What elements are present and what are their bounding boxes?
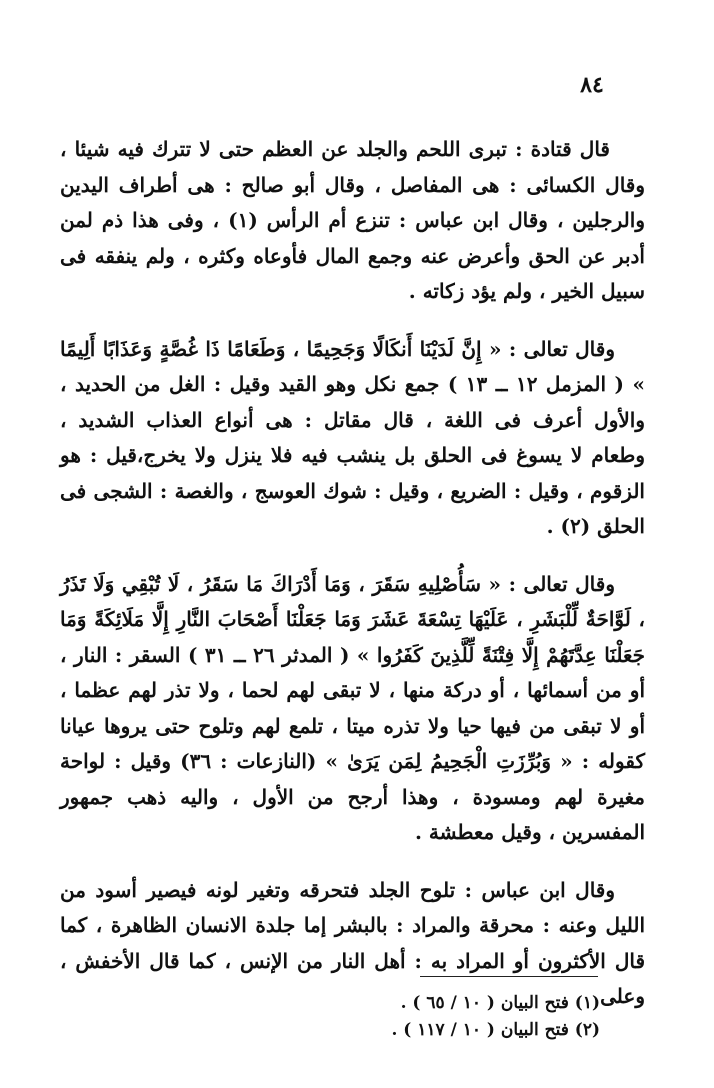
page-number: ٨٤ <box>580 72 604 98</box>
paragraph-3: وقال تعالى : « سَأُصْلِيهِ سَقَرَ ، وَمَا أَدْرَاكَ مَا سَقَرُ ، لَا تُبْقِي وَلَا تَذَرُ ، لَوَّاحَةٌ لِّلْبَشَرِ ، عَلَيْهَا تِسْعَةَ عَشَرَ وَمَا جَعَلْنَا أَصْحَابَ النَّارِ إِلَّا مَلَائِكَةً وَمَا جَعَلْنَا عِدَّتَهُمْ إِلَّا فِتْنَةً لِّلَّذِينَ كَفَرُوا » ( المدثر ٢٦ ــ ٣١ ) السقر : النار ، أو من أسمائها ، أو دركة منها ، لا تبقى لهم لحما ، ولا تذر لهم عظما ، أو لا تبقى من فيها حيا ولا تذره ميتا ، تلمع لهم وتلوح حتى يروها عيانا كقوله : « وَبُرِّزَتِ الْجَحِيمُ لِمَن يَرَىٰ » (النازعات : ٣٦) وقيل : لواحة مغيرة لهم ومسودة ، وهذا أرجح من الأول ، واليه ذهب جمهور المفسرين ، وقيل معطشة . <box>60 571 646 844</box>
paragraph-4: وقال ابن عباس : تلوح الجلد فتحرقه وتغير لونه فيصير أسود من الليل وعنه : محرقة والمراد : بالبشر إما جلدة الانسان الظاهرة ، كما قال الأكثرون أو المراد به : أهل النار من الإنس ، كما قال الأخفش ، وعلى <box>60 877 645 1008</box>
main-text <box>60 132 645 1037</box>
paragraph-1: قال قتادة : تبرى اللحم والجلد عن العظم حتى لا تترك فيه شيئا ، وقال الكسائى : هى المفاصل ، وقال أبو صالح : هى أطراف اليدين والرجلين ، وقال ابن عباس : تنزع أم الرأس (١) ، وفى هذا ذم لمن أدبر عن الحق وأعرض عنه وجمع المال فأوعاه وكثره ، ولم ينفقه فى سبيل الخير ، ولم يؤد زكاته . <box>60 137 645 303</box>
footnotes <box>230 990 600 1044</box>
footnote-divider <box>420 976 598 977</box>
footnote-2: (٢) فتح البيان ( ١٠ / ١١٧ ) . <box>391 1020 600 1040</box>
paragraph-2: وقال تعالى : « إِنَّ لَدَيْنَا أَنكَالًا وَجَحِيمًا ، وَطَعَامًا ذَا غُصَّةٍ وَعَذَابًا أَلِيمًا » ( المزمل ١٢ ــ ١٣ ) جمع نكل وهو القيد وقيل : الغل من الحديد ، والأول أعرف فى اللغة ، قال مقاتل : هى أنواع العذاب الشديد ، وطعام لا يسوغ فى الحلق بل ينشب فيه فلا ينزل ولا يخرج،قيل : هو الزقوم ، وقيل : الضريع ، وقيل : شوك العوسج ، والغصة : الشجى فى الحلق (٢) . <box>60 336 645 538</box>
footnote-1: (١) فتح البيان ( ١٠ / ٦٥ ) . <box>400 993 600 1013</box>
